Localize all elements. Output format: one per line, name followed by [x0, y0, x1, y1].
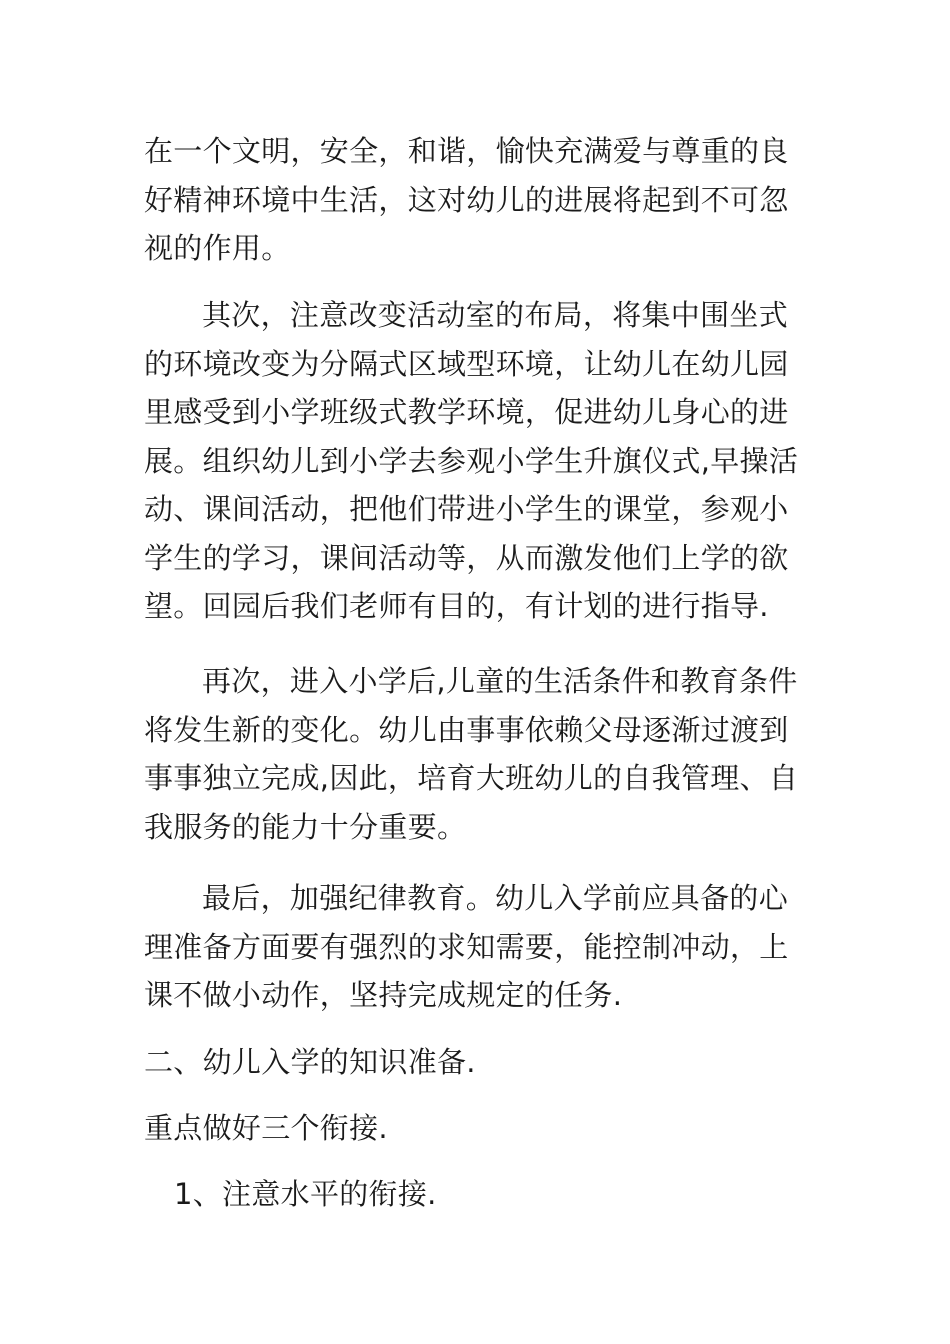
list-item-attention: 1、注意水平的衔接.	[174, 1177, 437, 1211]
section-heading-knowledge: 二、幼儿入学的知识准备.	[144, 1045, 476, 1079]
paragraph-finally: 最后，加强纪律教育。幼儿入学前应具备的心理准备方面要有强烈的求知需要，能控制冲动，上课不做小动作，坚持完成规定的任务.	[144, 881, 789, 1012]
paragraph-three-links: 重点做好三个衔接.	[144, 1111, 388, 1145]
paragraph-secondly: 其次，注意改变活动室的布局，将集中围坐式的环境改变为分隔式区域型环境，让幼儿在幼儿园里感受到小学班级式教学环境，促进幼儿身心的进展。组织幼儿到小学去参观小学生升旗仪式,早操活动、课间活动，把他们带进小学生的课堂，参观小学生的学习，课间活动等，从而激发他们上学的欲望。回园后我们老师有目的，有计划的进行指导.	[144, 298, 799, 623]
paragraph-thirdly: 再次，进入小学后,儿童的生活条件和教育条件将发生新的变化。幼儿由事事依赖父母逐渐过渡到事事独立完成,因此，培育大班幼儿的自我管理、自我服务的能力十分重要。	[144, 664, 799, 844]
paragraph-environment: 在一个文明，安全，和谐，愉快充满爱与尊重的良好精神环境中生活，这对幼儿的进展将起到不可忽视的作用。	[144, 134, 789, 265]
